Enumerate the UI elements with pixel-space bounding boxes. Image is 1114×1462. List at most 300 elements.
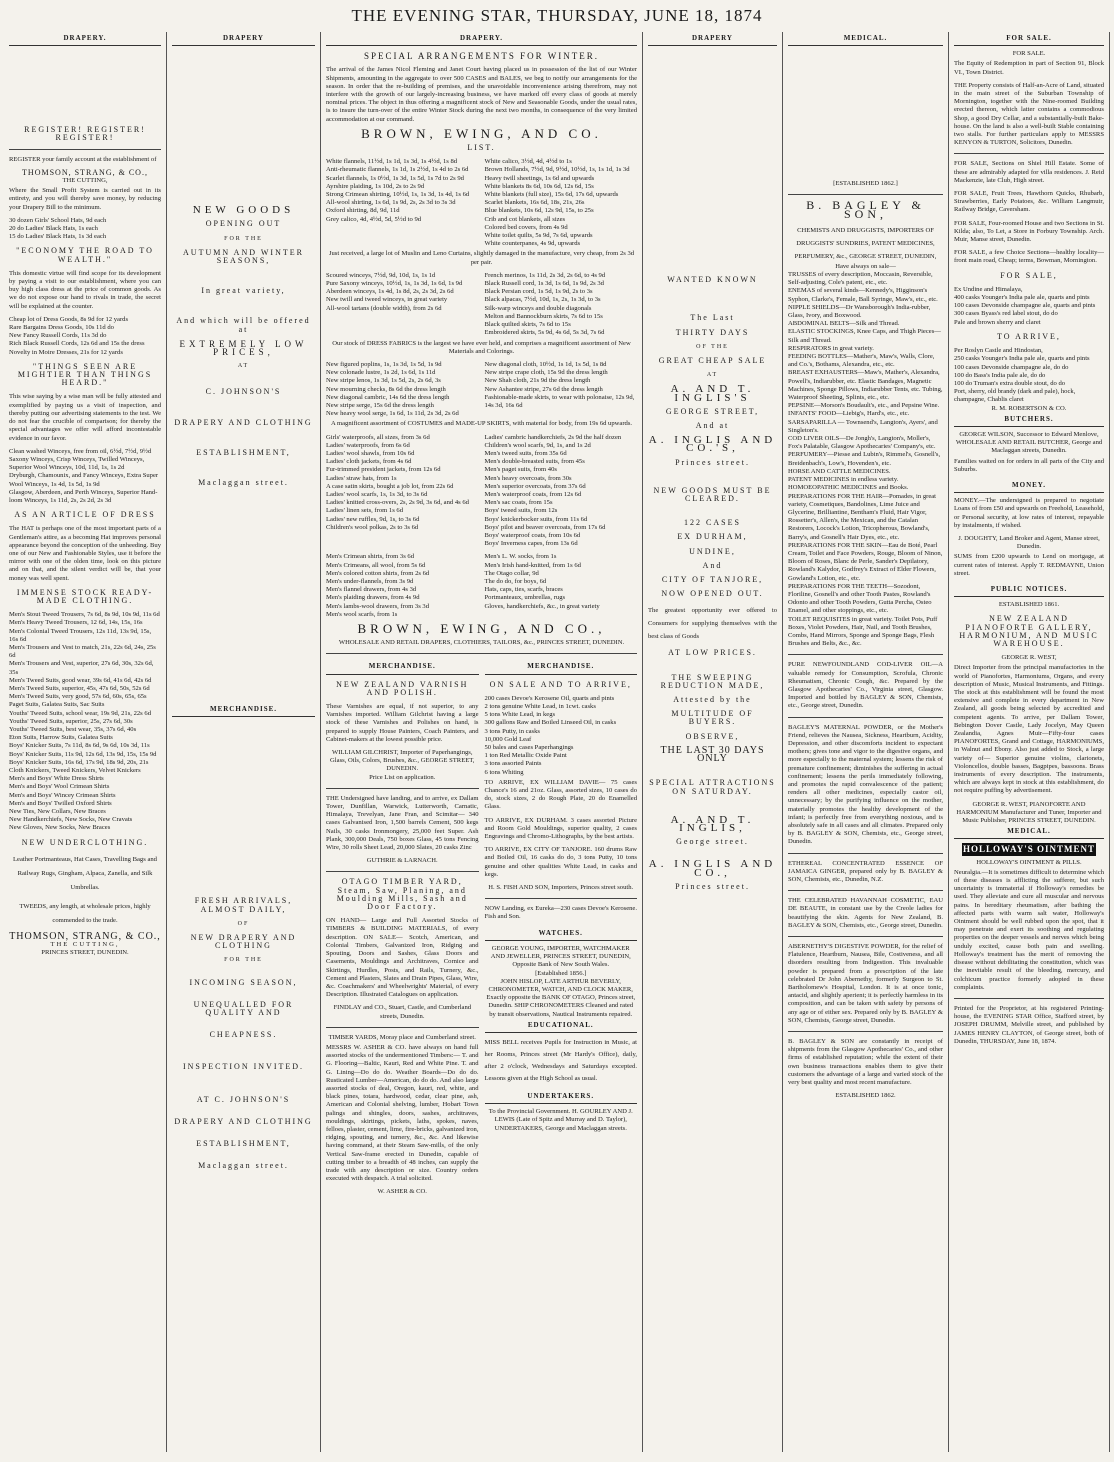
price-list-right [485,434,638,549]
established-1862: [ESTABLISHED 1862.] [833,180,898,188]
ad-line: C. JOHNSON'S [205,387,282,397]
list-item: Boys' Inverness capes, from 13s 6d [484,540,578,548]
hislop-ad: JOHN HISLOP, LATE ARTHUR BEVERLY, CHRONOMETER, WATCH, AND CLOCK MAKER, Exactly opposite the BANK OF OTAGO, Princes street, Dunedin. SHIP CHRONOMETERS Cleaned and rated by transit observations, Nautical Instruments repaired. [486,977,636,1018]
ad-line: EXTREMELY LOW PRICES, [179,338,308,358]
list-item: 10,000 Gold Leaf [484,735,532,743]
list-item: HORSE AND CATTLE MEDICINES. [788,467,891,475]
price-table [326,553,637,619]
ad-line: NOW OPENED OUT. [661,589,764,599]
section-header: MEDICAL. [954,825,1104,839]
merchandise-right [485,660,638,1196]
special-text: The arrival of the James Nicol Fleming and Janet Court having placed us in possession of the list of our Winter Shipments, amounting in the aggregate to over 500 CASES and BALES, we beg to notify our arrangements for the season. In order that the re-building of premises, and the unavoidable inconvenience arising therefrom, may not interfere with the growth of our largely-increasing business, we have marked off every class of goods at merely nominal prices. The object in thus offering a magnificent stock of New and Seasonable Goods, under the usual rates, is to insure the turn-over of the entire Winter Stock during the next two months, in consequence of the very limited accommodation at our command. [326,66,637,123]
list-item: Colored bed covers, from 4s 9d [484,223,568,231]
footer-firm: THOMSON, STRANG, & CO., [9,930,161,942]
list-item: Ex Undine and Himalaya, [954,285,1023,293]
list-item: 2 tons genuine White Lead, in 1cwt. casks [484,703,596,711]
list-item: Glasgow, Aberdeen, and Perth Winceys, Superior Hand-loom Winceys, 1s 11d, 2s, 2s 2d, 2s 3d [9,488,158,504]
list-item: Ladies' cloth jackets, from 4s 6d [326,458,412,466]
list-item: New figured poplins, 1s, 1s 3d, 1s 5d, 1s 9d [326,360,442,368]
column-brown-ewing [321,32,643,1452]
list-item: Men's and Boys' White Dress Shirts [9,775,104,783]
list-item: Men's and Boys' Wool Crimean Shirts [9,783,110,791]
section-header: DRAPERY [648,32,777,46]
ad-line: A. INGLIS AND CO.'S, [648,434,777,455]
list-item: 300 cases Byass's red label stout, do do [954,310,1058,318]
list-item: Pale and brown sherry and claret [954,318,1041,326]
list-item: Ladies' knitted cross-overs, 2s, 2s 9d, 3s 6d, and 4s 6d [326,499,469,507]
ad-line: NEW DRAPERY AND CLOTHING [190,933,297,951]
special-heading: SPECIAL ARRANGEMENTS FOR WINTER. [363,51,599,62]
list-item: A case satin skirts, bought a job lot, from 22s 6d [326,482,454,490]
note: Our stock of DRESS FABRICS is the largest we have ever held, and comprises a magnificent assortment of New Materials and Colorings. [332,339,631,355]
list-item: PERFUMERY—Piesse and Lubin's, Rimmel's, Gosnell's, Breidenbach's, Low's, Hovenden's, etc. [788,451,941,467]
list-item: NIPPLE SHIELDS—Dr Wansborough's India-rubber, Glass, Ivory, and Boxwood. [788,303,931,320]
price-list-left [326,272,479,338]
timber-text: ON HAND— Large and Full Assorted Stocks of TIMBERS & BUILDING MATERIALS, of every description. ON SALE— Scotch, American, and Colonial Timbers, Galvanized Iron, Ridging and Spouting, Doors and Sashes, Glass Doors and Casements, Mouldings and Architraves, Cornice and Skirtings, Hurdles, Posts, and Rails, Turnery, &c., Cement and Plasters, Slates and Drain Pipes, Glass, Wire, &c. Coachmakers' and Wheelwrights' Material, of every Description. Illustrated Catalogues on application. [326,917,479,999]
list-item: Cloth Knickers, Tweed Knickers, Velvet Knickers [9,767,141,775]
shiel-hill-ad: FOR SALE, Sections on Shiel Hill Estate. Some of these are admirably adapted for villa residences. J. Reid Mackenzie, late Club, High street. [954,160,1104,184]
varnish-text: These Varnishes are equal, if not superior, to any Varnishes imported. William Gilchrist having a large stock of these Varnishes and Polishes on hand, is prepared to supply House Painters, Coach Painters, and Cabinet-makers at the lowest possible price. [326,703,479,743]
list-item: Men's Trousers and Vest, superior, 27s 6d, 30s, 32s 6d, 35s [9,660,154,676]
list-item: Brown Hollands, 7½d, 9d, 9½d, 10½d, 1s, 1s 1d, 1s 3d [484,166,630,174]
list-item: White counterpanes, 4s 9d, upwards [484,240,581,248]
list-item: Men's wool scarfs, from 1s [326,610,398,618]
ad-line: A. INGLIS AND CO., [648,858,777,879]
list-item: Rare Bargains Dress Goods, 10s 11d do [9,324,114,332]
list-item: 100 cases Devonside champagne ale, do do [954,363,1069,371]
havannah-ad: THE CELEBRATED HAVANNAH COSMETIC, EAU DE BEAUTE, in constant use by the Creole ladies for beautifying the skin. Agents for New Zealand, B. BAGLEY & SON, Chemists, etc., George street, Dunedin. [788,897,943,929]
list-item: PEPSINE—Morson's Boudault's, etc., and Pepsine Wine. [788,402,940,410]
list-item: Men's flannel drawers, from 4s 3d [326,586,417,594]
ad-line: AUTUMN AND WINTER SEASONS, [183,247,304,266]
list-item: Men's Stout Tweed Trousers, 7s 6d, 8s 9d, 10s 9d, 11s 6d [9,611,160,619]
list-item: Portmanteaux, umbrellas, rugs [484,594,566,602]
things-heading: "THINGS SEEN ARE MIGHTIER THAN THINGS HEARD." [17,361,153,388]
list-item: Men's under-flannels, from 3s 9d [326,577,414,585]
list-item: Men's waterproof coats, from 12s 6d [484,490,582,498]
firm-name: THOMSON, STRANG, & CO., [22,167,148,177]
ad-line: OF THE [696,343,729,350]
divider [788,717,943,718]
list-item: Ladies' straw hats, from 1s [326,474,397,482]
list-item: New colonade lustre, 1s 2d, 1s 6d, 1s 11d [326,369,436,377]
young-ad: GEORGE YOUNG, IMPORTER, WATCHMAKER AND JEWELLER, PRINCES STREET, DUNEDIN, Opposite Bank of New South Wales. [490,944,631,969]
holloway-text: Neuralgia.—It is sometimes difficult to determine which of these diseases is afflicting the sufferer, but such uncertainty is immaterial if Holloway's remedies be used. They alleviate and cure all muscular and nervous pains. In hereditary rheumatism, after bathing the affected parts with warm salt water, Holloway's Ointment should be well rubbed upon the spot, that it may penetrate and exert its soothing and regulating properties on the deeper vessels and nerves which being unduly excited, cause both pain and swelling. Holloway's treatment has the merit of removing the disease without debilitating the constitution, which was the inevitable result of the bleeding, mercury, and colchicum practice formerly adopted in these complaints. [954,868,1104,991]
list-item: New stripe lenos, 1s 3d, 1s 5d, 2s, 2s 6d, 3s [326,377,441,385]
dress-list [9,316,161,357]
list-item: Ladies' wool shawls, from 10s 6d [326,449,415,457]
asher-sign: W. ASHER & CO. [377,1188,427,1196]
list-item: Novelty in Moire Dresses, 21s for 12 yards [9,348,123,356]
list-item: Embroidered skirts, 5s 9d, 4s 6d, 5s 3d, 7s 6d [484,329,605,337]
footer-address: PRINCES STREET, DUNEDIN. [41,949,129,957]
list-item: Children's wool polkas, 2s to 3s 6d [326,523,419,531]
list-item: All-wool shirting, 1s 6d, 1s 9d, 2s, 2s 3d to 3s 3d [326,199,456,207]
section-header: BUTCHERS. [954,413,1104,427]
merchandise-block [326,660,637,1196]
section-header: DRAPERY. [326,32,637,46]
list-item: Men's Tweed Suits, superior, 45s, 47s 6d, 50s, 52s 6d [9,684,150,692]
firm-sub: THE CUTTING, [62,177,108,185]
list-item: Black quilted skirts, 7s 6d to 15s [484,321,571,329]
for-sale-heading: FOR SALE. [1012,50,1046,58]
ad-line: AT C. JOHNSON'S [196,1094,291,1104]
hat-list [9,217,161,242]
spacer [788,50,943,180]
list-item: COD LIVER OILS—De Jongh's, Langton's, Moller's, Fox's Palatable, Glasgow Apothecaries' Company's, etc. [788,435,936,451]
list-item: INFANTS' FOOD—Liebig's, Hard's, etc., etc. [788,410,910,418]
spacer [172,493,315,703]
ad-line: 122 CASES [684,518,741,528]
list-item: Boys' Knicker Suits, 16s 6d, 17s 9d, 18s 9d, 20s, 21s [9,758,149,766]
list-item: Paget Suits, Galatea Suits, Sac Suits [9,701,105,709]
spacer [648,50,777,270]
list-item: 100 cases Devonside champagne ale, quarts and pints [954,302,1096,310]
list-item: Saxony Winceys, Crisp Winceys, Twilled Winceys, Superior Wool Winceys, 10d, 11d, 1s, 1s 2d [9,455,145,472]
list-item: New stripe crape cloth, 15s 9d the dress length [484,369,608,377]
arrive-list [954,347,1104,404]
price-table [326,434,637,549]
divider [485,898,638,899]
guthrie-sign: GUTHRIE & LARNACH. [366,857,438,865]
divider [326,788,479,789]
list-item: SARSAPARILLA — Townsend's, Langton's, Ayers', and Singleton's. [788,418,938,434]
list-item: 300 gallons Raw and Boiled Linseed Oil, in casks [484,719,617,727]
list-item: Oxford shirting, 8d, 9d, 11d [326,207,400,215]
article-heading: AS AN ARTICLE OF DRESS [14,510,156,520]
list-item: Men's superior overcoats, from 37s 6d [484,482,586,490]
list-item: 200 cases Devoe's Kerosene Oil, quarts and pints [484,694,615,702]
brown-ewing-address: WHOLESALE AND RETAIL DRAPERS, CLOTHIERS, TAILORS, &c., PRINCES STREET, DUNEDIN. [338,639,625,647]
list-item: Ladies' wool scarfs, 1s, 1s 3d, to 3s 6d [326,490,428,498]
list-item: Men's double-breasted suits, from 45s [484,458,585,466]
list-item: 20 do Ladies' Black Hats, 1s each [9,225,98,233]
list-item: Girls' waterproofs, all sizes, from 3s 6d [326,433,430,441]
list-item: RESPIRATORS in great variety. [788,344,874,352]
west-text: Direct Importer from the principal manufactories in the world of Pianofortes, Harmoniums, Organs, and every description of Music, Musical Instruments, and Fittings. The stock at this establishment will be found the most extensive and complete in every department in New Zealand, all goods being selected by accredited and competent agents. To arrive, per Dallam Tower, Bebington Dover Castle, Lady Jocelyn, May Queen Zealandia, Agnes Muir—Fifty-four cases PIANOFORTES, Grand and Cottage, HARMONIUMS, in Walnut and Ebony. Also just added to Stock, a large variety of— Superior genuine violins, clarionets, Violoncellos, double basses, Bagpipes, bassoons. Brass instruments of every description. The instruments, which are always kept in stock at this establishment, do not require puffing by advertisement. [954,664,1104,795]
ad-line: UNDINE, [689,546,736,556]
list-item: Per Roslyn Castle and Hindostan, [954,347,1043,355]
ad-line: MULTITUDE OF BUYERS. [671,709,754,727]
merchandise-left [326,660,479,1196]
ad-line: Maclaggan street. [198,478,289,488]
list-item: Fashionable-made skirts, to wear with polonaise, 12s 9d, 14s 3d, 16s 6d [484,393,635,409]
bagley-list [788,271,943,648]
ad-line: UNEQUALLED FOR QUALITY AND [193,999,294,1018]
section-header: DRAPERY [172,32,315,46]
list-item: Heavy twill sheetings, 1s 6d and upwards [484,174,595,182]
property-ad: THE Property consists of Half-an-Acre of Land, situated in the main street of the Suburban Township of Mornington, together with the Nine-roomed Building erected thereon, which latter contains a commodious Shop, a good Dry Cellar, and a substantially-built Bake-house. On the land is also a well-built Stable containing two stalls. For further particulars apply to MESSRS KENYON & TURTON, Solicitors, Dunedin. [954,81,1104,147]
immense-heading: IMMENSE STOCK READY-MADE CLOTHING. [16,587,154,605]
list-item: New mourning checks, 8s 6d the dress length [326,385,446,393]
list-item: Clean washed Winceys, free from oil, 6½d, 7½d, 9½d [9,447,152,455]
list-item: Rich Black Russell Cords, 12s 6d and 15s the dress [9,340,145,348]
price-list-right [485,272,638,338]
doughty-sign: J. DOUGHTY, Land Broker and Agent, Manse street, Dunedin. [958,534,1100,551]
sums-ad: SUMS from £200 upwards to Lend on mortgage, at current rates of interest. Apply T. REDMAYNE, Union street. [954,553,1104,577]
ad-line: A. AND T. INGLIS, [670,813,755,834]
brown-ewing-footer: BROWN, EWING, AND CO., [357,621,606,636]
west-footer: GEORGE R. WEST, PIANOFORTE AND HARMONIUM Manufacturer and Tuner, Importer and Music Publisher, PRINCES STREET, DUNEDIN. [956,800,1102,825]
list-item: Men's tweed suits, from 35s 6d [484,449,567,457]
list-item: Crib and cot blankets, all sizes [484,215,566,223]
list-item: Men's Irish hand-knitted, from 1s 6d [484,561,581,569]
list-item: Dryburgh, Chamounix, and Fancy Winceys, Extra Super Wool Winceys, 1s 4d, 1s 5d, 1s 9d [9,472,159,488]
ad-line: GREAT CHEAP SALE [658,356,767,366]
list-item: Men's Heavy Tweed Trousers, 12 6d, 14s, 15s, 16s [9,619,143,627]
established-1856: [Established 1856.] [535,969,587,977]
divider [954,998,1104,999]
ad-line: AT [237,363,250,370]
have-always: Have always on sale— [835,262,896,270]
list-item: New heavy wool serge, 1s 6d, 1s 11d, 2s 3d, 2s 6d [326,410,459,418]
now-landing: NOW Landing, ex Eureka—230 cases Devoe's Kerosene. Fish and Son. [484,905,637,921]
ad-line: OPENING OUT [205,219,282,229]
list-item: Men's paget suits, from 40s [484,466,557,474]
varnish-heading: NEW ZEALAND VARNISH AND POLISH. [336,679,469,697]
ad-line: OBSERVE, [685,731,740,741]
price-list-left [326,434,479,549]
list-item: 6 tons Whiting [484,768,524,776]
established-1861: ESTABLISHED 1861. [998,601,1060,609]
undertaker-ad: To the Provincial Government. H. GOURLEY AND J. LEWIS (Late of Spitz and Murray and D. Taylor), UNDERTAKERS, George and Maclaggan streets. [488,1108,633,1132]
note: Just received, a large lot of Muslin and Leno Curtains, slightly damaged in the manufacture, very cheap, from 2s 3d per pair. [328,250,635,266]
ad-line: Maclaggan street. [198,1161,289,1171]
divider [788,1031,943,1032]
ad-line: FOR THE [224,235,263,242]
list-item: 100 do Truman's extra double stout, do do [954,379,1066,387]
list-item: Men's Crimean shirts, from 3s 6d [326,553,414,561]
list-item: New Ties, New Collars, New Braces [9,808,106,816]
list-item: White flannels, 11½d, 1s 1d, 1s 3d, 1s 4½d, 1s 8d [326,158,458,166]
established-1862-footer: ESTABLISHED 1862. [835,1092,896,1100]
section-header: MERCHANDISE. [172,703,315,717]
list-item: New Ashantee stripe, 27s 6d the dress length [484,385,603,393]
list-item: HOMOEOPATHIC MEDICINES and Books. [788,484,909,492]
article-text: The HAT is perhaps one of the most important parts of a Gentleman's attire, as a becoming Hat improves personal appearance beyond the conception of the unheeding. Buy one of our New and Fashionable Styles, use it before the mirror with one of the olden time, look on this picture and on that, and the silent verdict will be, that your money was well spent. [9,525,161,582]
list-item: Children's wool scarfs, 9d, 1s, and 1s 2d [484,441,591,449]
four-roomed-ad: FOR SALE, Four-roomed House and two Sections in St. Kilda; also, To Let, a Store in Forbury Township. Arch. Muir, Manse street, Dunedin. [954,219,1104,244]
ad-line: WANTED KNOWN [667,275,758,285]
to-arrive-heading: TO ARRIVE, [997,331,1061,341]
list-item: ENEMAS of several kinds—Kennedy's, Higginson's Syphon, Clarke's, Female, Ball Syringe, Maw's, etc., etc. [788,287,938,303]
list-item: Black alpacas, 7½d, 10d, 1s, 2s, 1s 3d, to 3s [484,296,601,304]
ad-line: The greatest opportunity ever offered to Consumers for supplying themselves with the best class of Goods [648,607,777,641]
list-item: PREPARATIONS FOR THE SKIN—Eau de Boté, Pearl Cream, Toilet and Face Powders, Rouge, Bloom of Ninon, Bloom of Roses, Blanc de Perle, Sander's Depilatory, Rowland's Kalydor, Godfrey's Extract of Elder Flowers, Gowland's Lotion, etc., etc. [788,541,943,582]
ad-line: George street. [676,837,749,847]
list-item: Boys' pilot and beaver overcoats, from 17s 6d [484,523,606,531]
timber-yards: TIMBER YARDS, Moray place and Cumberland street. [328,1033,476,1041]
divider [788,936,943,937]
printer-notice: Printed for the Proprietor, at his registered Printing-house, the EVENING STAR Office, Stafford street, by JOSEPH DRUMM, Melville street, and published by JAMES HENRY CLAYTON, of George street, both of Dunedin, THURSDAY, June 18, 1874. [954,1004,1104,1045]
column-drapery-thomson [4,32,167,1452]
list-item: 15 do Ladies' Black Hats, 1s 3d each [9,233,107,241]
list-heading: LIST. [467,143,496,153]
list-item: Men's lambs-wool drawers, from 3s 3d [326,602,430,610]
list-item: TOILET REQUISITES in great variety. Toilet Pots, Puff Boxes, Violet Powders, Hair, Nail, and Tooth Brushes, Combs, Hand Mirrors, Sponge and Sponge Bags, Flesh Brushes and Belts, &c., &c. [788,615,938,648]
list-item: White blankets (full size), 15s 6d, 17s 6d, upwards [484,191,619,199]
list-item: Cheap lot of Dress Goods, 8s 9d for 12 yards [9,315,129,323]
economy-text: This domestic virtue will find scope for its development by paying a visit to our establishment, where you can buy high class dress at the price of common goods. As we do not expose our hand to rivals in trade, the secret will be explained at the counter. [9,269,161,310]
list-item: French merinos, 1s 11d, 2s 3d, 2s 6d, to 4s 9d [484,271,606,279]
ad-line: INCOMING SEASON, [189,977,298,987]
ad-line: Princes street. [675,457,750,467]
masthead: THE EVENING STAR, THURSDAY, JUNE 18, 1874 [351,6,763,25]
arrive-tanjore: TO ARRIVE, EX CITY OF TANJORE. 160 drums Raw and Boiled Oil, 16 casks do do, 3 tons Putty, 10 tons genuine and other qualities White Lead, in casks and kegs. [484,846,637,878]
ad-line: Princes street. [675,881,750,891]
ginger-ad: ETHEREAL CONCENTRATED ESSENCE OF JAMAICA GINGER, prepared only by B. BAGLEY & SON, Chemists, etc., Dunedin, N.Z. [788,859,943,884]
section-header: MEDICAL. [788,32,943,46]
register-text: REGISTER your family account at the establishment of [9,155,157,163]
list-item: PATENT MEDICINES in endless variety. [788,476,899,484]
guthrie-text: THE Undersigned have landing, and to arrive, ex Dallam Tower, Dunfillan, Warwick, Lutterworth, Carnatic, Himalaya, Trevelyan, Jane Fran, and Scimitar— 340 cases Galvanised Iron, 1,500 barrels Cement, 500 kegs Nails, 30 casks Ironmongery, 25,000 feet Super. Ash Plank, 300,000 Deals, 750 boxes Glass, 45 tons Fencing Wire, 30 rolls Sheet Lead, 20,000 Slates, 20 casks Zinc [326,794,479,852]
list-item: 400 casks Younger's India pale ale, quarts and pints [954,294,1090,302]
list-item: FEEDING BOTTLES—Mather's, Maw's, Walls, Clore, and Co.'s, Bothams, Alexandra, etc., etc. [788,353,935,369]
ad-line: And which will be offered at [176,316,311,334]
ad-line: OF [237,920,250,927]
list-item: Aberdeen winceys, 1s 4d, 1s 8d, 2s, 2s 3d, 2s 6d [326,288,454,296]
list-item: Youths' Tweed Suits, best wear, 35s, 37s 6d, 40s [9,726,137,733]
ad-line: In great variety, [201,286,286,296]
economy-heading: "ECONOMY THE ROAD TO WEALTH." [16,246,154,264]
list-item: Melton and Bannockburn skirts, 7s 6d to 15s [484,312,603,320]
findlay: FINDLAY and CO., Stuart, Castle, and Cumberland streets, Dunedin. [333,1004,472,1020]
gilchrist: WILLIAM GILCHRIST, Importer of Paperhangings, Glass, Oils, Colors, Brushes, &c., GEORGE STREET, DUNEDIN. [330,749,475,773]
clothing-list [9,611,161,832]
column-drapery-johnson [167,32,321,1452]
list-item: Men's Tweed Suits, good wear, 39s 6d, 41s 6d, 42s 6d [9,676,152,684]
list-item: New diagonal cloth, 10½d, 1s 1d, 1s 5d, 1s 8d [484,360,607,368]
note: A magnificent assortment of COSTUMES and MADE-UP SKIRTS, with material for body, from 19s 6d upwards. [330,420,633,428]
list-item: Ladies' waterproofs, from 6s 6d [326,441,410,449]
divider [326,653,637,654]
list-item: Ayrshire plaiding, 1s 10d, 2s to 2s 9d [326,182,425,190]
equity-text: The Equity of Redemption in part of Section 91, Block VI., Town District. [954,60,1104,76]
list-item: Strong Crimean shirting, 10½d, 1s, 1s 3d, 1s 4d, 1s 6d [326,191,470,199]
list-item: Men's and Boys' Twilled Oxford Shirts [9,799,112,807]
list-item: 3 tons assorted Paints [484,760,542,768]
section-header: EDUCATIONAL. [485,1019,638,1033]
divider [788,194,943,195]
ad-line: FOR THE [224,957,263,964]
list-item: 5 tons White Lead, in kegs [484,711,556,719]
list-item: New stripe serge, 15s 6d the dress length [326,401,434,409]
divider [326,871,479,872]
ad-line: GEORGE STREET, [665,406,760,416]
money-ad: MONEY.—The undersigned is prepared to negotiate Loans of from £50 and upwards on Freehold, Leasehold, or Personal security, at low rates of interest, repayable by instalments, if wished. [954,497,1104,529]
bell-ad: MISS BELL receives Pupils for Instruction in Music, at her Rooms, Princes street (Mr Hardy's Office), daily, after 2 o'clock, Wednesdays and Saturdays excepted. Lessons given at the High School as usual. [484,1038,637,1082]
ad-line: INSPECTION INVITED. [182,1062,305,1072]
list-item: Boys' waterproof coats, from 10s 6d [484,531,581,539]
list-item: Ladies' linen sets, from 1s 6d [326,507,404,515]
footer-sub: THE CUTTING, [50,941,120,949]
ad-line: ESTABLISHMENT, [196,1139,291,1149]
divider [788,890,943,891]
list-item: BREAST EXHAUSTERS—Maw's, Mather's, Alexandra, Powell's, Indiarubber, etc. Elastic Bandages, Magnetic Machines, Sponge Pillows, Indiarubber Tents, etc. Tubing, Waterproof Sheeting, Splints, etc., etc. [788,369,943,402]
robertson-sign: R. M. ROBERTSON & CO. [991,404,1067,412]
list-item: Men's and Boys' Wincey Crimean Shirts [9,791,116,799]
list-item: Anti-rheumatic flannels, 1s 1d, 1s 2½d, 1s 4d to 2s 6d [326,166,469,174]
wilson-ad: GEORGE WILSON, Successor to Edward Menlove, WHOLESALE AND RETAIL BUTCHER, George and Maclaggan streets, Dunedin. [955,430,1103,455]
section-header: FOR SALE. [954,32,1104,46]
price-list-right [485,361,638,418]
ad-line: SPECIAL ATTRACTIONS ON SATURDAY. [649,778,776,796]
ad-line: AT [706,372,719,379]
price-table [326,158,637,248]
list-item: New Handkerchiefs, New Socks, New Cravats [9,816,133,824]
on-sale-heading: ON SALE AND TO ARRIVE, [489,679,632,689]
list-item: ABDOMINAL BELTS—Silk and Thread. [788,320,900,328]
list-item: New Gloves, New Socks, New Braces [9,824,111,832]
ad-line: NEW GOODS MUST BE CLEARED. [653,485,772,504]
list-item: 1 ton Red Metallic Oxide Paint [484,752,567,760]
on-sale-list [485,695,638,777]
price-list-left [326,158,479,248]
list-item: The do do, for boys, 6d [484,577,547,585]
west-name: GEORGE R. WEST, [1001,654,1057,662]
list-item: Port, sherry, old brandy (dark and pale), hock, champagne, Chablis claret [954,388,1076,404]
list-item: Scarlet blankets, 16s 6d, 18s, 21s, 26s [484,199,585,207]
ad-line: AT LOW PRICES. [668,648,757,658]
column-inglis [643,32,783,1452]
arrive-durham: TO ARRIVE, EX DURHAM. 3 cases assorted Picture and Room Gold Mouldings, superior quality, 2 cases Engravings and Chromo-Lithographs, by the best artists. [484,816,637,841]
list-item: New Shah cloth, 21s 9d the dress length [484,377,591,385]
list-item: Pure Saxony winceys, 10½d, 1s, 1s 3d, 1s 6d, 1s 9d [326,280,463,288]
section-header: MERCHANDISE. [485,660,638,674]
divider [954,153,1104,154]
brown-ewing-title: BROWN, EWING, AND CO. [361,125,602,141]
price-list-note: Price List on application. [369,773,436,781]
list-item: Youths' Tweed Suits, school wear, 19s 9d, 21s, 22s 6d [9,709,151,717]
otago-timber-heading: OTAGO TIMBER YARD, Steam, Saw, Planing, and Moulding Mills, Sash and Door Factory. [336,877,468,912]
ad-line: DRAPERY AND CLOTHING [174,417,313,427]
list-item: 250 casks Younger's India pale ale, quarts and pints [954,355,1090,363]
list-item: PREPARATIONS FOR THE TEETH—Sozodont, Floriline, Gosnell's and other Tooth Pastes, Rowland's Odonto and other Tooth Powders, Gutta Percha, Osteo Enamel, and other stoppings, etc., etc. [788,582,932,615]
receipt-ad: B. BAGLEY & SON are constantly in receipt of shipments from the Glasgow Apothecaries' Co., and other firms of established reputation; while the extent of their own business transactions enables them to give their customers the advantage of a large and varied stock of the very best quality and most recent manufacture. [788,1038,943,1087]
list-item: Blue blankets, 10s 6d, 12s 9d, 15s, to 25s [484,207,594,215]
list-item: Men's colored cotton shirts, from 2s 6d [326,569,430,577]
choice-sections-ad: FOR SALE, a few Choice Sections—healthy locality—front main road, Cheap; terms, Bowman, Mornington. [954,249,1104,265]
holloway-sub: HOLLOWAY'S OINTMENT & PILLS. [976,858,1082,866]
list-item: White calico, 3½d, 4d, 4½d to 1s [484,158,572,166]
list-item: 50 bales and cases Paperhangings [484,744,574,752]
cod-liver-ad: PURE NEWFOUNDLAND COD-LIVER OIL—A valuable remedy for Consumption, Scrofula, Chronic Rheumatism, Chronic Cough, &c. Prepared by the Glasgow Apothecaries' Co., Virginia street, Glasgow. Imported and bottled by BAGLEY & SON, Chemists, etc., George street, Dunedin. [788,661,943,710]
column-for-sale [949,32,1110,1452]
list-item: Men's Crimeans, all wool, from 5s 6d [326,561,426,569]
ad-line: NEW GOODS [192,204,295,217]
things-text: This wise saying by a wise man will be fully attested and exemplified by paying us a visit of inspection, and thereby putting our advertising statements to the test. We do not fear the crucible of comparison; for thereby the special advantages we offer will afford incontestable evidence in our favor. [9,393,161,442]
list-item: 30 dozen Girls' School Hats, 9d each [9,216,107,224]
underclothing-heading: NEW UNDERCLOTHING. [21,837,149,847]
leather-text: Leather Portmanteaus, Hat Cases, Travelling Bags and Railway Rugs, Gingham, Alpaca, Zanella, and Silk Umbrellas. [13,855,157,891]
list-item: Fur-trimmed president jackets, from 12s 6d [326,466,441,474]
list-item: Men's sac coats, from 15s [484,499,553,507]
ad-line: THIRTY DAYS [675,327,750,337]
ad-line: THE SWEEPING REDUCTION MADE, [660,672,765,690]
list-item: New diagonal cambric, 14s 6d the dress length [326,393,450,401]
list-item: Boys' knickerbocker suits, from 11s 6d [484,515,588,523]
register-heading: REGISTER! REGISTER! REGISTER! [24,125,146,143]
list-item: Men's Trousers and Vest to match, 21s, 22s 6d, 24s, 25s 6d [9,643,156,660]
wilson-text: Families waited on for orders in all parts of the City and Suburbs. [954,457,1104,473]
list-item: Ladies' new ruffles, 9d, 1s, to 3s 6d [326,515,420,523]
list-item: New twill and tweed winceys, in great variety [326,296,448,304]
list-item: 3 tons Putty, in casks [484,727,540,735]
list-item: White toilet quilts, 5s 9d, 7s 6d, upwards [484,232,593,240]
bagley-title: B. BAGLEY & SON, [806,198,925,221]
price-table [326,361,637,418]
price-list-left [326,553,479,619]
